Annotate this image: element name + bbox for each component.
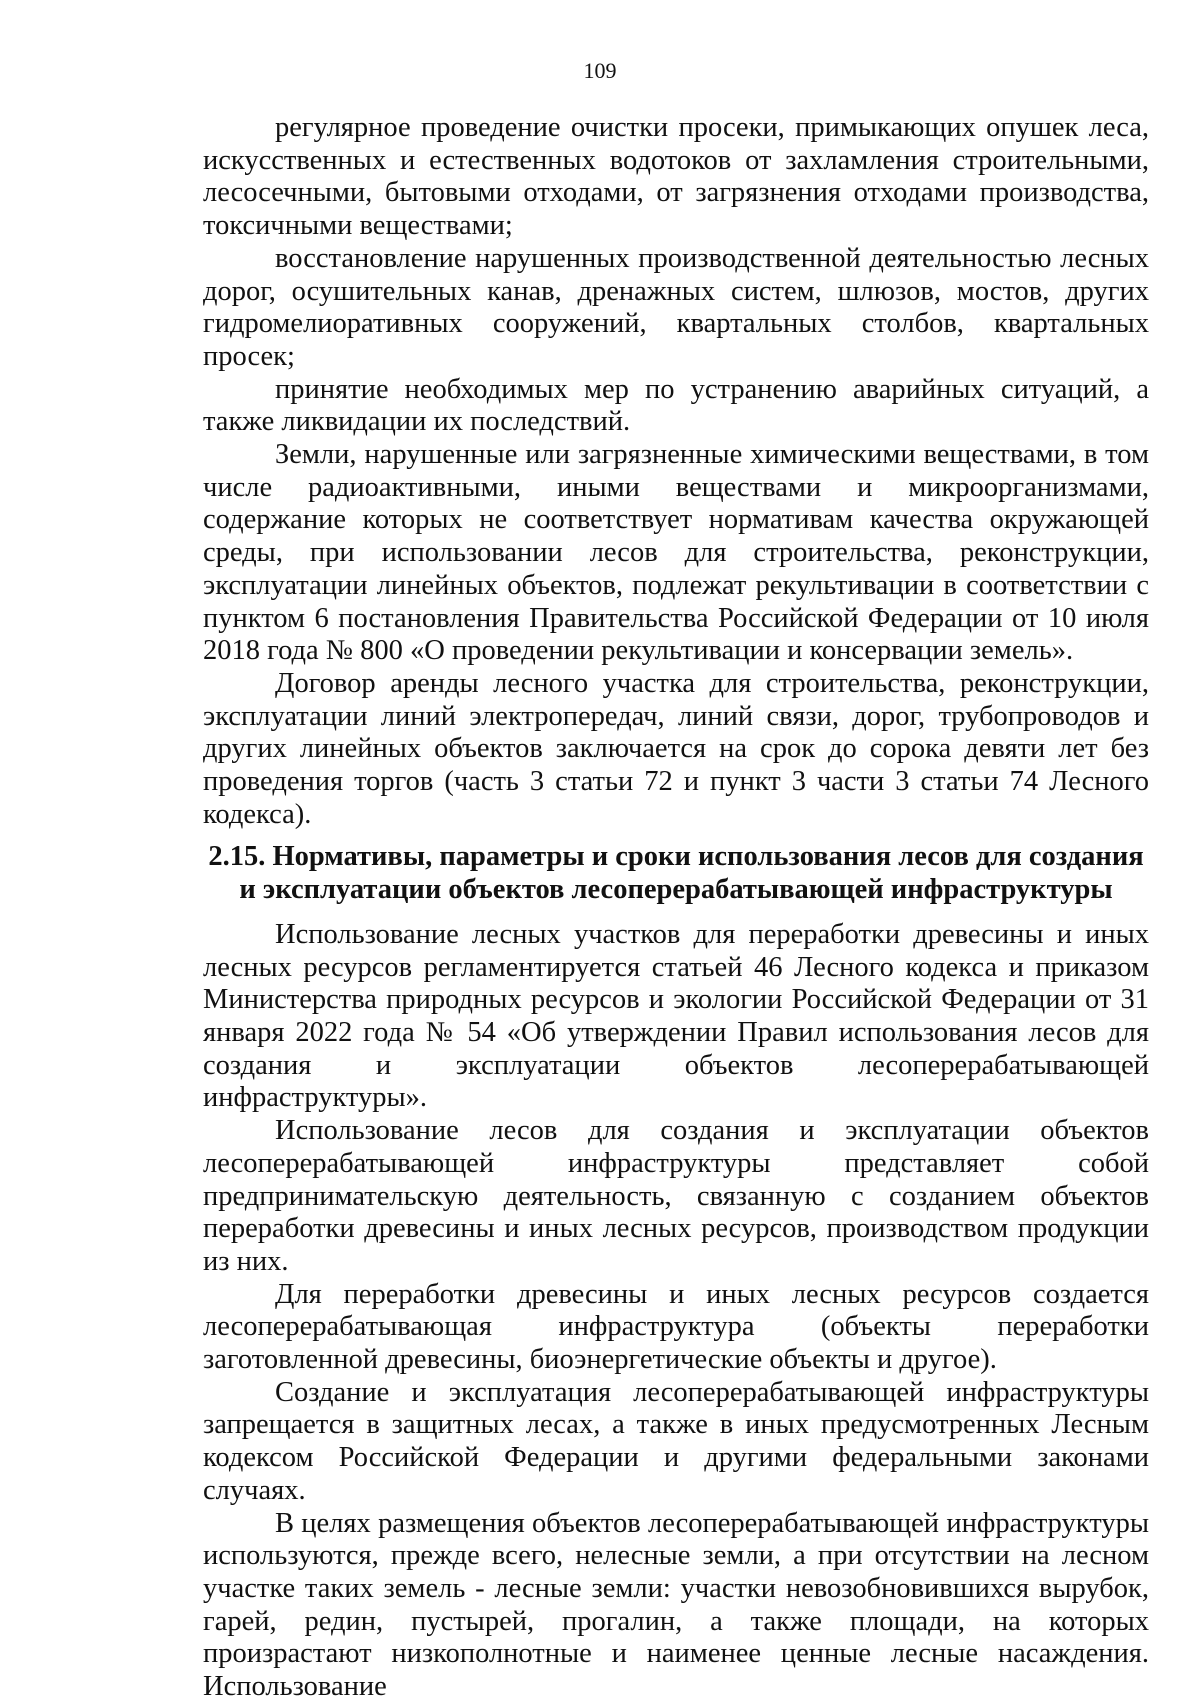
page-number: 109 <box>583 58 617 83</box>
paragraph-lease-agreement: Договор аренды лесного участка для строительства, реконструкции, эксплуатации линий электропередач, линий связи, дорог, трубопроводов и других линейных объектов заключается на срок до сорока девяти лет без проведения торгов (часть 3 статьи 72 и пункт 3 части 3 статьи 74 Лесного кодекса). <box>203 667 1149 830</box>
paragraph-land-placement: В целях размещения объектов лесоперерабатывающей инфраструктуры используются, прежде всего, нелесные земли, а при отсутствии на лесном участке таких земель - лесные земли: участки невозобновившихся вырубок, гарей, редин, пустырей, прогалин, а также площади, на которых произрастают низкополнотные и наименее ценные лесные насаждения. Использование <box>203 1507 1149 1703</box>
paragraph-land-reclamation: Земли, нарушенные или загрязненные химическими веществами, в том числе радиоактивными, иными веществами и микроорганизмами, содержание которых не соответствует нормативам качества окружающей среды, при использовании лесов для строительства, реконструкции, эксплуатации линейных объектов, подлежат рекультивации в соответствии с пунктом 6 постановления Правительства Российской Федерации от 10 июля 2018 года № 800 «О проведении рекультивации и консервации земель». <box>203 439 1149 667</box>
paragraph-infrastructure: Для переработки древесины и иных лесных ресурсов создается лесоперерабатывающая инфраструктура (объекты переработки заготовленной древесины, биоэнергетические объекты и другое). <box>203 1278 1149 1376</box>
paragraph-business-activity: Использование лесов для создания и эксплуатации объектов лесоперерабатывающей инфраструктуры представляет собой предпринимательскую деятельность, связанную с созданием объектов переработки древесины и иных лесных ресурсов, производством продукции из них. <box>203 1115 1149 1277</box>
section-heading <box>203 841 1149 906</box>
paragraph-restoration: восстановление нарушенных производственной деятельностью лесных дорог, осушительных канав, дренажных систем, шлюзов, мостов, других гидромелиоративных сооружений, квартальных столбов, квартальных просек; <box>203 242 1149 372</box>
section-heading-line-2: и эксплуатации объектов лесоперерабатывающей инфраструктуры <box>239 874 1113 906</box>
section-heading-line-1: 2.15. Нормативы, параметры и сроки использования лесов для создания <box>208 841 1144 873</box>
paragraph-regulation: Использование лесных участков для переработки древесины и иных лесных ресурсов регламентируется статьей 46 Лесного кодекса и приказом Министерства природных ресурсов и экологии Российской Федерации от 31 января 2022 года № 54 «Об утверждении Правил использования лесов для создания и эксплуатации объектов лесоперерабатывающей инфраструктуры». <box>203 918 1149 1114</box>
paragraph-cleanup: регулярное проведение очистки просеки, примыкающих опушек леса, искусственных и естественных водотоков от захламления строительными, лесосечными, бытовыми отходами, от загрязнения отходами производства, токсичными веществами; <box>203 112 1149 242</box>
document-body <box>203 112 1149 1704</box>
paragraph-prohibition: Создание и эксплуатация лесоперерабатывающей инфраструктуры запрещается в защитных лесах, а также в иных предусмотренных Лесным кодексом Российской Федерации и другими федеральными законами случаях. <box>203 1376 1149 1506</box>
paragraph-emergency: принятие необходимых мер по устранению аварийных ситуаций, а также ликвидации их последствий. <box>203 373 1149 438</box>
